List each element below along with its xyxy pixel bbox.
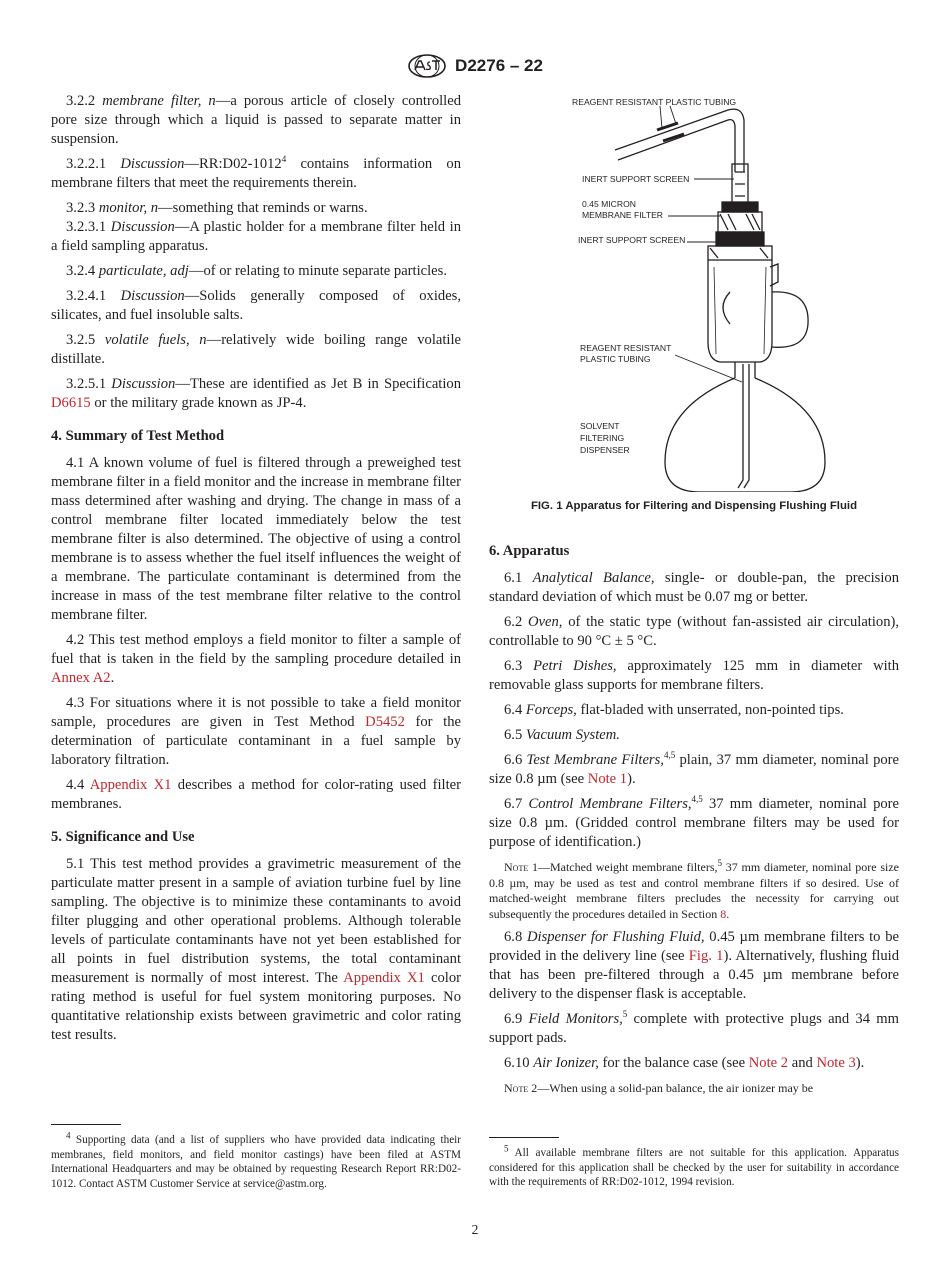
para-6-9: 6.9 Field Monitors,$^5$ complete with protective plugs and 34 mm support pads.: [489, 1009, 900, 1046]
note-1: Note 1—Matched weight membrane filters,$^5$ 37 mm diameter, nominal pore size 0.8 µm, may be used as test and control membrane filters if so desired. Use of matched-weight membrane filters precludes the necessity for carrying out subsequently the procedures detailed in Section 8.: [489, 858, 899, 921]
para-6-2: 6.2 Oven, of the static type (without fan-assisted air circulation), controllable to 90 °C ± 5 °C.: [489, 614, 900, 649]
right-column: [489, 540, 899, 1103]
para-6-6: 6.6 Test Membrane Filters,$^{4,5}$ plain, 37 mm diameter, nominal pore size 0.8 µm (see Note 1).: [489, 750, 900, 787]
label-tubing-mid-2: PLASTIC TUBING: [580, 354, 651, 364]
para-3-2-2-1: 3.2.2.1 Discussion—RR:D02-1012$^4$ contains information on membrane filters that meet the requirements therein.: [51, 154, 462, 191]
para-4-3: 4.3 For situations where it is not possible to take a field monitor sample, procedures are given in Test Method D5452 for the determination of particulate contaminant in a fuel sample by laboratory filtration.: [51, 695, 461, 768]
para-3-2-2: 3.2.2 membrane filter, n—a porous article of closely controlled pore size through which a liquid is passed to separate matter in suspension.: [51, 93, 461, 147]
section-5-heading: 5. Significance and Use: [51, 829, 195, 845]
link-d5452[interactable]: D5452: [365, 714, 405, 730]
para-4-2: 4.2 This test method employs a field monitor to filter a sample of fuel that is taken in the field by the sampling procedure detailed in Annex A2.: [51, 632, 461, 686]
left-column: [51, 92, 461, 1051]
footnote-4: $^4$ Supporting data (and a list of suppliers who have provided data indicating their membranes, field monitors, and field monitor castings) have been filed at ASTM International Headquarters and may be obtained by requesting Research Report RR:D02-1012. Contact ASTM Customer Service at service@astm.org.: [51, 1130, 461, 1190]
para-3-2-5: 3.2.5 volatile fuels, n—relatively wide boiling range volatile distillate.: [51, 332, 462, 367]
para-6-5: 6.5 Vacuum System.: [504, 727, 620, 743]
footnote-rule-right: [489, 1137, 559, 1138]
section-4-heading: 4. Summary of Test Method: [51, 428, 225, 444]
para-6-10: 6.10 Air Ionizer, for the balance case (see Note 2 and Note 3).: [504, 1055, 865, 1071]
para-5-1: 5.1 This test method provides a gravimetric measurement of the particulate matter present in a sample of aviation turbine fuel by line sampling. The objective is to minimize these contaminants to avoid filter plugging and other operational problems. Although tolerable levels of particulate contaminants have not yet been established for all points in fuel distribution systems, the total contaminant measurement is normally of most interest. The Appendix X1 color rating method is useful for fuel system monitoring purposes. No quantitative relationship exists between gravimetric and color rating test results.: [51, 856, 461, 1043]
para-6-3: 6.3 Petri Dishes, approximately 125 mm in diameter with removable glass supports for membrane filters.: [489, 658, 900, 693]
label-solvent-3: DISPENSER: [580, 445, 630, 455]
astm-logo-icon: [407, 54, 447, 78]
link-fig-1[interactable]: Fig. 1: [688, 948, 724, 964]
label-inert-screen-2: INERT SUPPORT SCREEN: [578, 235, 686, 245]
page-number: 2: [471, 1222, 479, 1237]
link-d6615[interactable]: D6615: [51, 395, 91, 411]
link-annex-a2[interactable]: Annex A2: [51, 670, 111, 686]
document-id: D2276 – 22: [455, 56, 543, 75]
figure-1-apparatus: [560, 92, 890, 492]
note-2: Note 2—When using a solid-pan balance, the air ionizer may be: [504, 1081, 814, 1095]
para-3-2-5-1: 3.2.5.1 Discussion—These are identified as Jet B in Specification D6615 or the military grade known as JP-4.: [51, 376, 461, 411]
footnote-rule-left: [51, 1124, 121, 1125]
apparatus-drawing: [560, 92, 890, 492]
para-6-1: 6.1 Analytical Balance, single- or double-pan, the precision standard deviation of which must be 0.07 mg or better.: [489, 570, 900, 605]
label-micron-2: MEMBRANE FILTER: [582, 210, 664, 220]
page-header: [0, 54, 950, 78]
label-solvent-2: FILTERING: [580, 433, 625, 443]
para-3-2-4: 3.2.4 particulate, adj—of or relating to minute separate particles.: [66, 263, 447, 279]
link-appendix-x1[interactable]: Appendix X1: [89, 777, 172, 793]
label-solvent-1: SOLVENT: [580, 421, 620, 431]
link-note-2[interactable]: Note 2: [748, 1055, 789, 1071]
para-3-2-4-1: 3.2.4.1 Discussion—Solids generally composed of oxides, silicates, and fuel insoluble salts.: [51, 288, 462, 323]
para-4-1: 4.1 A known volume of fuel is filtered through a preweighed test membrane filter in a field monitor and the increase in membrane filter mass determined after washing and drying. The change in mass of a control membrane filter located immediately below the test membrane filter is also determined. The objective of using a control membrane is to assess whether the fuel itself influences the weight of a membrane. The particulate contaminant is determined from the increase in mass of the test membrane filter relative to the control membrane filter.: [51, 455, 461, 623]
label-tubing-mid-1: REAGENT RESISTANT: [580, 343, 672, 353]
label-micron-1: 0.45 MICRON: [582, 199, 636, 209]
para-3-2-3-1: 3.2.3.1 Discussion—A plastic holder for a membrane filter held in a field sampling apparatus.: [51, 219, 461, 254]
link-appendix-x1-2[interactable]: Appendix X1: [343, 970, 425, 986]
figure-caption: FIG. 1 Apparatus for Filtering and Dispensing Flushing Fluid: [530, 500, 858, 512]
link-section-8[interactable]: 8: [720, 906, 727, 921]
link-note-1[interactable]: Note 1: [587, 771, 628, 787]
para-6-7: 6.7 Control Membrane Filters,$^{4,5}$ 37 mm diameter, nominal pore size 0.8 µm. (Gridded control membrane filters may be used for purpose of identification.): [489, 794, 899, 850]
footnote-5: $^5$ All available membrane filters are not suitable for this application. Apparatus considered for this application shall be checked by the user for suitability in accordance with the requirements of RR:D02-1012, 1994 revision.: [489, 1143, 899, 1188]
para-6-4: 6.4 Forceps, flat-bladed with unserrated, non-pointed tips.: [504, 702, 844, 718]
section-6-heading: 6. Apparatus: [489, 543, 570, 559]
label-inert-screen-1: INERT SUPPORT SCREEN: [582, 174, 690, 184]
label-tubing-top: REAGENT RESISTANT PLASTIC TUBING: [572, 97, 737, 107]
para-4-4: 4.4 Appendix X1 describes a method for color-rating used filter membranes.: [51, 777, 461, 812]
para-6-8: 6.8 Dispenser for Flushing Fluid, 0.45 µm membrane filters to be provided in the delivery line (see Fig. 1). Alternatively, flushing fluid that has been pre-filtered through a 0.45 µm membrane before delivery to the dispenser flask is acceptable.: [489, 929, 900, 1002]
link-note-3[interactable]: Note 3: [816, 1055, 856, 1071]
para-3-2-3: 3.2.3 monitor, n—something that reminds or warns.: [66, 200, 368, 216]
